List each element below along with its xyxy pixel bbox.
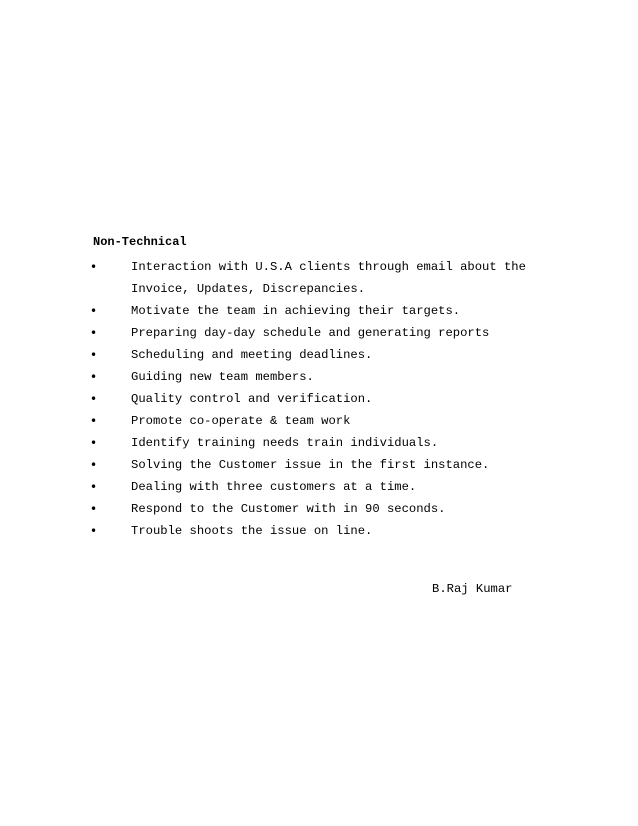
list-item-text: Scheduling and meeting deadlines. — [131, 348, 373, 362]
list-item — [90, 454, 560, 476]
list-item — [90, 476, 560, 498]
bullet-icon: • — [90, 304, 98, 318]
bullet-icon: • — [90, 502, 98, 516]
list-item-text: Solving the Customer issue in the first instance. — [131, 458, 490, 472]
list-item — [90, 366, 560, 388]
list-item-text: Identify training needs train individuals. — [131, 436, 439, 450]
bullet-icon: • — [90, 370, 98, 384]
bullet-icon: • — [90, 326, 98, 340]
list-item — [90, 388, 560, 410]
list-item-text: Respond to the Customer with in 90 seconds. — [131, 502, 446, 516]
bullet-icon: • — [90, 480, 98, 494]
bullet-icon: • — [90, 392, 98, 406]
signature-name: B.Raj Kumar — [432, 582, 513, 596]
bullet-icon: • — [90, 414, 98, 428]
bullet-icon: • — [90, 524, 98, 538]
list-item — [90, 432, 560, 454]
list-item-text: Promote co-operate & team work — [131, 414, 351, 428]
list-item-text: Quality control and verification. — [131, 392, 373, 406]
list-item — [90, 410, 560, 432]
list-item — [90, 498, 560, 520]
list-item — [90, 322, 560, 344]
section-heading: Non-Technical — [93, 235, 187, 249]
bullet-icon: • — [90, 436, 98, 450]
list-item-text: Guiding new team members. — [131, 370, 314, 384]
bullet-icon: • — [90, 348, 98, 362]
list-item — [90, 520, 560, 542]
list-item — [90, 256, 560, 300]
list-item-text: Dealing with three customers at a time. — [131, 480, 417, 494]
bullet-icon: • — [90, 260, 98, 274]
list-item — [90, 300, 560, 322]
list-item-text: Interaction with U.S.A clients through email about the Invoice, Updates, Discrepancies. — [131, 260, 526, 296]
list-item-text: Preparing day-day schedule and generating reports — [131, 326, 490, 340]
list-item — [90, 344, 560, 366]
bullet-icon: • — [90, 458, 98, 472]
bullet-list — [90, 256, 560, 542]
list-item-text: Motivate the team in achieving their targets. — [131, 304, 461, 318]
list-item-text: Trouble shoots the issue on line. — [131, 524, 373, 538]
